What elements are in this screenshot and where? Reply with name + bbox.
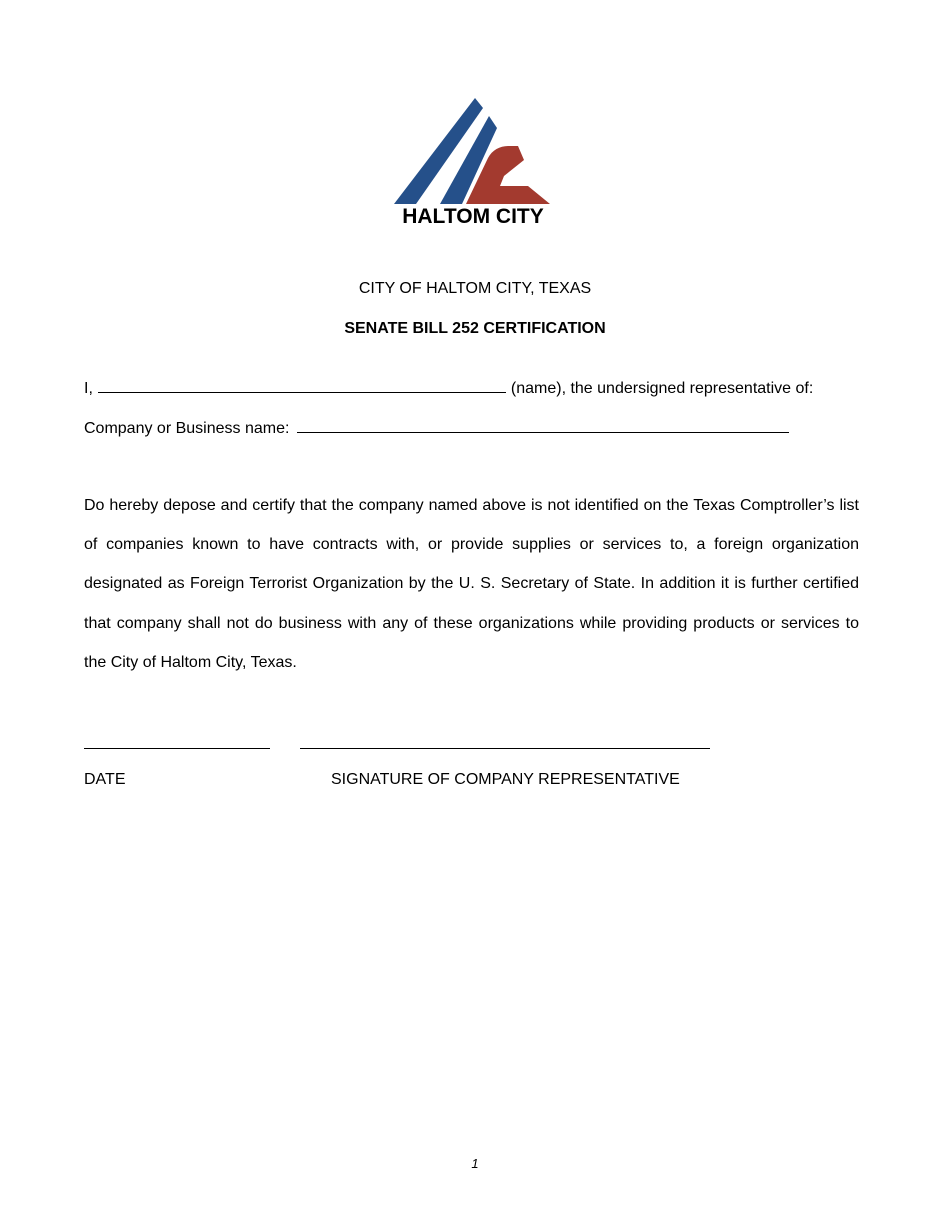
name-prefix: I, <box>84 380 93 397</box>
company-field-row <box>84 418 789 438</box>
name-suffix: (name), the undersigned representative of: <box>510 380 814 397</box>
certification-paragraph: Do hereby depose and certify that the company named above is not identified on the Texas Comptroller’s list of companies known to have contracts with, or provide supplies or services to, a foreign organization designated as Foreign Terrorist Organization by the U. S. Secretary of State. In addition it is further certified that company shall not do business with any of these organizations while providing products or services to the City of Haltom City, Texas. <box>84 497 859 671</box>
signature-label: SIGNATURE OF COMPANY REPRESENTATIVE <box>331 771 680 788</box>
company-label: Company or Business name: <box>84 420 290 437</box>
company-blank-line[interactable] <box>297 418 789 433</box>
city-heading: CITY OF HALTOM CITY, TEXAS <box>358 280 592 297</box>
page-number: 1 <box>471 1156 479 1171</box>
name-blank-line[interactable] <box>98 378 506 393</box>
representative-signature-line[interactable] <box>300 748 710 749</box>
page-title: SENATE BILL 252 CERTIFICATION <box>344 320 606 337</box>
name-field-row <box>84 378 813 398</box>
date-signature-line[interactable] <box>84 748 270 749</box>
haltom-city-logo <box>392 96 554 228</box>
date-label: DATE <box>84 771 126 788</box>
logo-text: HALTOM CITY <box>402 205 544 228</box>
